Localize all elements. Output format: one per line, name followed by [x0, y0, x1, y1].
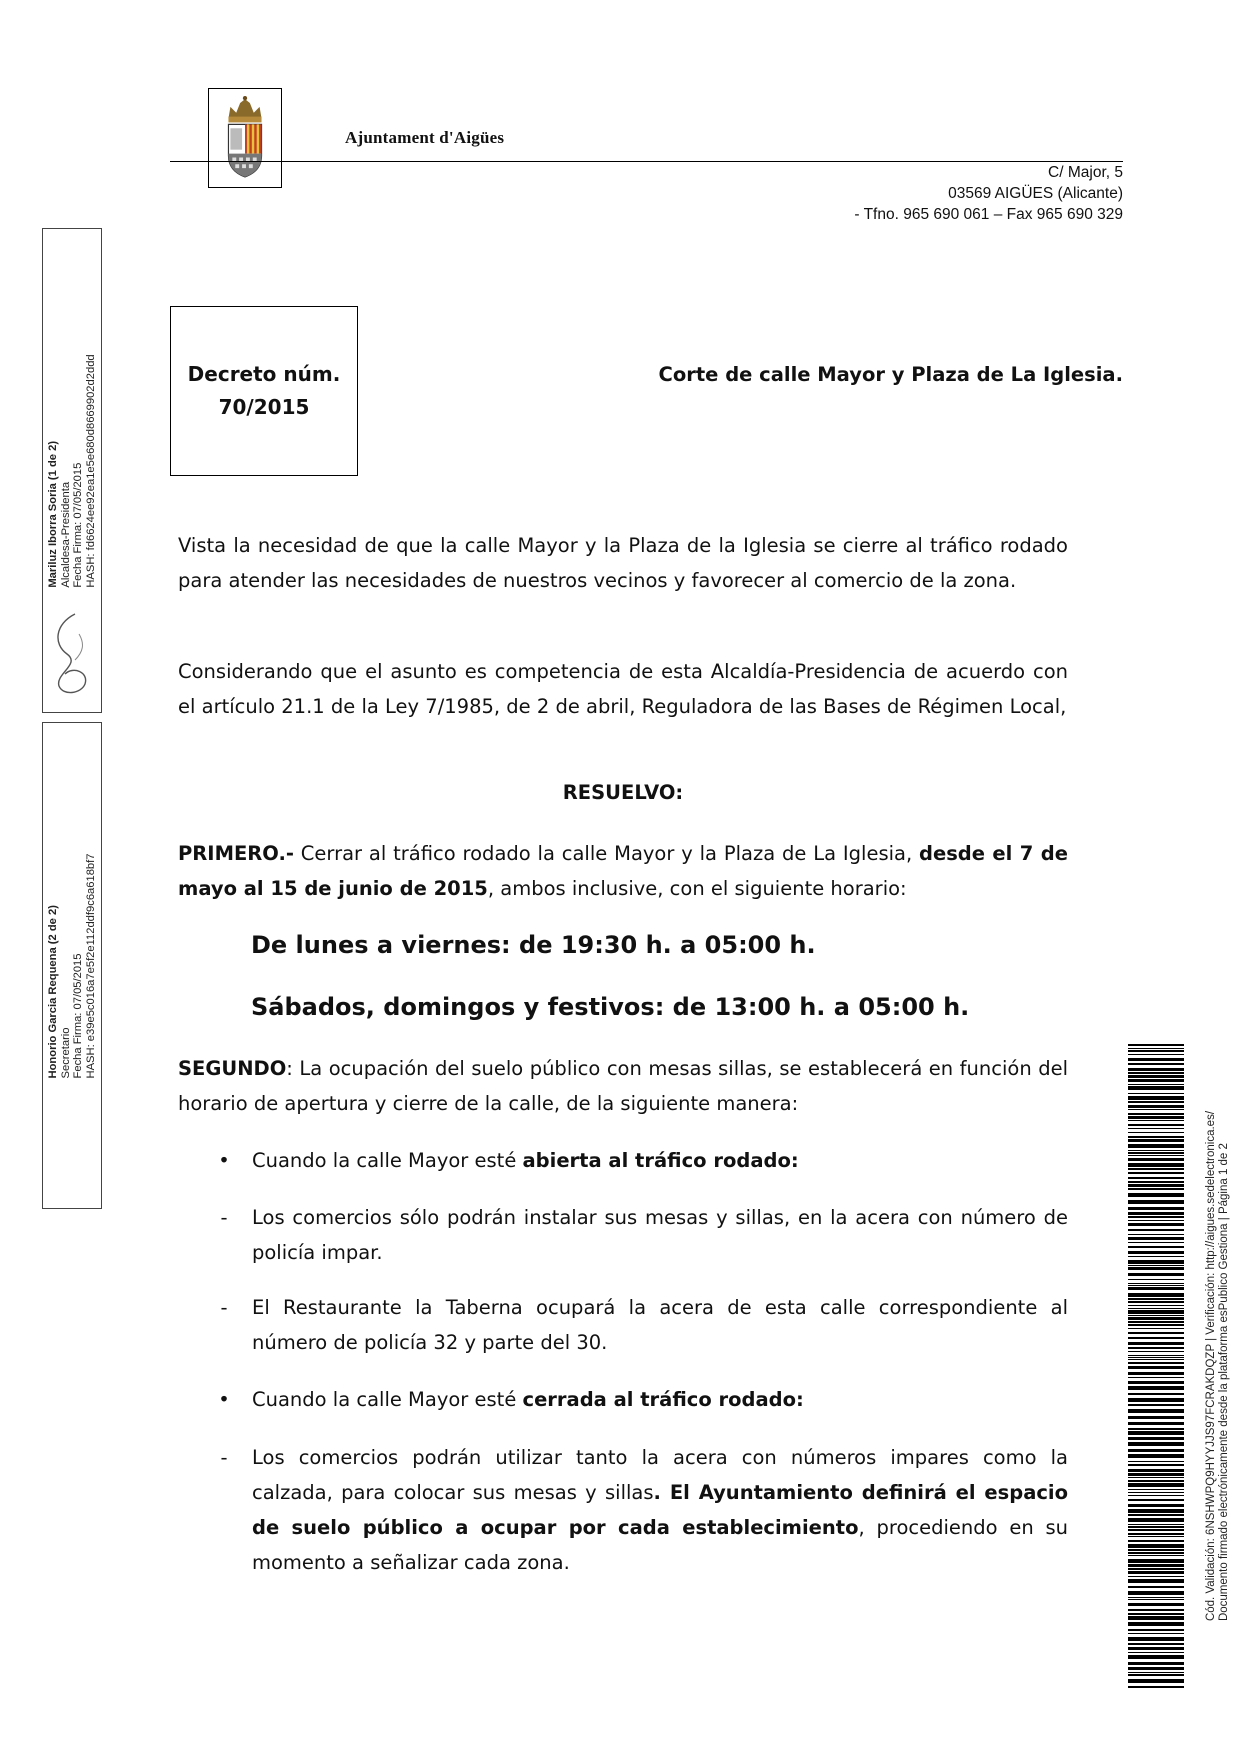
barcode-bar — [1128, 1464, 1184, 1466]
barcode-bar — [1128, 1163, 1184, 1167]
barcode-bar — [1128, 1321, 1184, 1323]
barcode-bar — [1128, 1150, 1184, 1151]
barcode-bar — [1128, 1265, 1184, 1266]
barcode-bar — [1128, 1096, 1184, 1100]
schedule-weekdays: De lunes a viernes: de 19:30 h. a 05:00 h. — [251, 931, 816, 959]
barcode-bar — [1128, 1072, 1184, 1074]
barcode-bar — [1128, 1093, 1184, 1094]
barcode-bar — [1128, 1568, 1184, 1570]
barcode-bar — [1128, 1305, 1184, 1306]
barcode-bar — [1128, 1050, 1184, 1052]
barcode-bar — [1128, 1293, 1184, 1297]
barcode-bar — [1128, 1492, 1184, 1493]
barcode-bar — [1128, 1643, 1184, 1645]
barcode-bar — [1128, 1609, 1184, 1611]
primero-dates: desde el 7 de mayo al 15 de junio de 2015 — [178, 842, 1068, 900]
barcode-bar — [1128, 1188, 1184, 1190]
barcode-bar — [1128, 1555, 1184, 1556]
list-item — [178, 1290, 1068, 1360]
barcode-bar — [1128, 1533, 1184, 1535]
decree-subject: Corte de calle Mayor y Plaza de La Iglesia. — [658, 363, 1123, 386]
signature-box-secretary — [42, 722, 102, 1209]
primero-text: Cerrar al tráfico rodado la calle Mayor y la Plaza de La Iglesia, — [293, 842, 920, 865]
barcode-bar — [1128, 1058, 1184, 1061]
barcode-bar — [1128, 1667, 1184, 1670]
list-item-text: Cuando la calle Mayor esté abierta al tráfico rodado: — [252, 1149, 799, 1172]
barcode-bar — [1128, 1489, 1184, 1490]
list-item-text: Cuando la calle Mayor esté cerrada al tráfico rodado: — [252, 1388, 804, 1411]
barcode-bar — [1128, 1622, 1184, 1626]
barcode-bar — [1128, 1393, 1184, 1395]
barcode-bar — [1128, 1442, 1184, 1446]
barcode-bar — [1128, 1168, 1184, 1170]
barcode-bar — [1128, 1234, 1184, 1235]
validation-footer — [1205, 1111, 1231, 1621]
signer-role: Secretario — [59, 1026, 72, 1078]
barcode-bar — [1128, 1357, 1184, 1358]
barcode-bar — [1128, 1359, 1184, 1360]
primero-text-end: , ambos inclusive, con el siguiente horario: — [487, 877, 907, 900]
decree-number: 70/2015 — [218, 395, 310, 419]
barcode-bar — [1128, 1132, 1184, 1133]
validation-platform: Documento firmado electrónicamente desde la plataforma esPublico Gestiona | Página 1 de 2 — [1218, 1143, 1230, 1622]
barcode-bar — [1128, 1559, 1184, 1563]
barcode-bar — [1128, 1509, 1184, 1513]
barcode-bar — [1128, 1063, 1184, 1065]
barcode-bar — [1128, 1184, 1184, 1187]
barcode-bar — [1128, 1193, 1184, 1197]
barcode-bar — [1128, 1613, 1184, 1615]
list-item — [178, 1143, 1068, 1178]
barcode-bar — [1128, 1347, 1184, 1349]
barcode-bar — [1128, 1633, 1184, 1634]
address-line: C/ Major, 5 — [1048, 164, 1123, 181]
list-item — [178, 1200, 1068, 1270]
decree-number-box — [170, 306, 358, 476]
barcode-bar — [1128, 1256, 1184, 1257]
barcode-bar — [1128, 1251, 1184, 1254]
barcode-bar — [1128, 1571, 1184, 1574]
barcode-bar — [1128, 1273, 1184, 1276]
barcode-bar — [1128, 1362, 1184, 1364]
address-line: 03569 AIGÜES (Alicante) — [948, 185, 1123, 202]
barcode-bar — [1128, 1514, 1184, 1516]
barcode-bar — [1128, 1212, 1184, 1215]
barcode-bar — [1128, 1662, 1184, 1665]
barcode-bar — [1128, 1386, 1184, 1390]
barcode-bar — [1128, 1549, 1184, 1551]
barcode-bar — [1128, 1200, 1184, 1204]
signature-details — [47, 853, 97, 1078]
barcode-bar — [1128, 1536, 1184, 1537]
resolution-heading: RESUELVO: — [562, 781, 684, 804]
bullet-icon: • — [218, 1388, 230, 1411]
barcode-bar — [1128, 1469, 1184, 1472]
barcode-bar — [1128, 1454, 1184, 1458]
barcode-bar — [1128, 1144, 1184, 1148]
barcode-bar — [1128, 1552, 1184, 1554]
dash-icon: - — [220, 1446, 228, 1469]
barcode-bar — [1128, 1504, 1184, 1507]
barcode-bar — [1128, 1366, 1184, 1369]
barcode-bar — [1128, 1647, 1184, 1650]
dash-icon: - — [220, 1206, 228, 1229]
barcode-bar — [1128, 1679, 1184, 1683]
barcode-bar — [1128, 1473, 1184, 1476]
signature-box-mayor — [42, 228, 102, 713]
barcode-bar — [1128, 1207, 1184, 1210]
barcode-bar — [1128, 1409, 1184, 1413]
address-line: - Tfno. 965 690 061 – Fax 965 690 329 — [854, 206, 1123, 223]
barcode-bar — [1128, 1177, 1184, 1179]
barcode-bar — [1128, 1652, 1184, 1653]
barcode-bar — [1128, 1229, 1184, 1231]
list-item — [178, 1440, 1068, 1580]
barcode-bar — [1128, 1283, 1184, 1284]
list-item-text: El Restaurante la Taberna ocupará la acera de esta calle correspondiente al número de policía 32 y parte del 30. — [252, 1296, 1068, 1354]
barcode-bar — [1128, 1404, 1184, 1406]
barcode-bar — [1128, 1686, 1184, 1688]
barcode-bar — [1128, 1105, 1184, 1108]
signature-date: Fecha Firma: 07/05/2015 — [72, 952, 84, 1078]
barcode-bar — [1128, 1495, 1184, 1496]
decree-label: Decreto núm. — [187, 362, 341, 386]
barcode-bar — [1128, 1377, 1184, 1378]
barcode-bar — [1128, 1324, 1184, 1326]
list-item-text: Los comercios podrán utilizar tanto la acera con números impares como la calzada, para colocar sus mesas y sillas. El Ayuntamiento definirá el espacio de suelo público a ocupar por cada establecimiento, procediendo en su momento a señalizar cada zona. — [252, 1446, 1069, 1574]
barcode-bar — [1128, 1287, 1184, 1290]
barcode-bar — [1128, 1416, 1184, 1419]
barcode-bar — [1128, 1136, 1184, 1138]
barcode-bar — [1128, 1428, 1184, 1430]
barcode-bar — [1128, 1524, 1184, 1525]
barcode-bar — [1128, 1084, 1184, 1085]
barcode-bar — [1128, 1044, 1184, 1046]
barcode-bar — [1128, 1483, 1184, 1487]
segundo-label: SEGUNDO — [178, 1057, 287, 1080]
organization-address — [854, 162, 1123, 225]
barcode-bar — [1128, 1499, 1184, 1501]
barcode-bar — [1128, 1124, 1184, 1126]
barcode-bar — [1128, 1172, 1184, 1174]
barcode-bar — [1128, 1310, 1184, 1314]
barcode-bar — [1128, 1246, 1184, 1248]
barcode-bar — [1128, 1260, 1184, 1264]
barcode-bar — [1128, 1599, 1184, 1600]
barcode-bar — [1128, 1518, 1184, 1522]
barcode-bar — [1128, 1109, 1184, 1110]
barcode-bar — [1128, 1328, 1184, 1329]
barcode-bar — [1128, 1158, 1184, 1161]
paragraph-motivation: Vista la necesidad de que la calle Mayor y la Plaza de la Iglesia se cierre al tráfico rodado para atender las necesidades de nuestros vecinos y favorecer al comercio de la zona. — [178, 534, 1068, 592]
barcode-bar — [1128, 1181, 1184, 1183]
barcode-bar — [1128, 1637, 1184, 1641]
barcode-bar — [1128, 1068, 1184, 1071]
barcode-bar — [1128, 1431, 1184, 1435]
paragraph-primero — [178, 836, 1068, 906]
signature-date: Fecha Firma: 07/05/2015 — [72, 462, 84, 588]
barcode-bar — [1128, 1449, 1184, 1452]
barcode-bar — [1128, 1079, 1184, 1082]
barcode-bar — [1128, 1267, 1184, 1270]
validation-code: Cód. Validación: 6NSHWPQ9HYYJJS97FCRAKDQZP | Verificación: http://aigues.sedelectronica.es/ — [1205, 1110, 1217, 1622]
barcode-bar — [1128, 1529, 1184, 1531]
barcode-bar — [1128, 1298, 1184, 1300]
barcode-bar — [1128, 1301, 1184, 1303]
barcode-bar — [1128, 1216, 1184, 1218]
barcode-bar — [1128, 1381, 1184, 1384]
barcode-bar — [1128, 1674, 1184, 1676]
barcode-bar — [1128, 1355, 1184, 1356]
barcode-bar — [1128, 1672, 1184, 1673]
barcode-bar — [1128, 1139, 1184, 1142]
barcode-bar — [1128, 1128, 1184, 1129]
barcode-bar — [1128, 1526, 1184, 1528]
barcode-bar — [1128, 1616, 1184, 1620]
signer-name: Honorio Garcia Requena (2 de 2) — [47, 904, 59, 1078]
barcode-bar — [1128, 1337, 1184, 1339]
barcode-bar — [1128, 1242, 1184, 1243]
paragraph-competence: Considerando que el asunto es competencia de esta Alcaldía-Presidencia de acuerdo con el artículo 21.1 de la Ley 7/1985, de 2 de abril, Reguladora de las Bases de Régimen Local, — [178, 660, 1068, 718]
barcode-bar — [1128, 1540, 1184, 1542]
barcode-bar — [1128, 1591, 1184, 1595]
signature-hash: HASH: e39e5c016a7e5f2e112ddf9c6a618bf7 — [84, 853, 97, 1078]
barcode-bar — [1128, 1579, 1184, 1583]
barcode-bar — [1128, 1342, 1184, 1345]
signer-name: Mariluz Iborra Soria (1 de 2) — [47, 440, 59, 588]
segundo-text: : La ocupación del suelo público con mesas sillas, se establecerá en función del horario de apertura y cierre de la calle, de la siguiente manera: — [178, 1057, 1068, 1115]
barcode-bar — [1128, 1054, 1184, 1055]
signature-hash: HASH: fd6624ee92ea1e5e680d8669902d2ddd — [84, 353, 97, 588]
list-item-text: Los comercios sólo podrán instalar sus mesas y sillas, en la acera con número de policía impar. — [252, 1206, 1068, 1264]
barcode-bar — [1128, 1332, 1184, 1334]
barcode-bar — [1128, 1048, 1184, 1049]
barcode-bar — [1128, 1544, 1184, 1548]
coat-of-arms-icon — [209, 89, 281, 187]
barcode-bar — [1128, 1586, 1184, 1588]
barcode-bar — [1128, 1101, 1184, 1103]
signature-details — [47, 354, 97, 587]
validation-barcode-icon — [1128, 1044, 1184, 1688]
barcode-bar — [1128, 1597, 1184, 1598]
barcode-bar — [1128, 1629, 1184, 1631]
barcode-bar — [1128, 1477, 1184, 1478]
handwritten-signature-icon — [45, 604, 99, 704]
barcode-bar — [1128, 1113, 1184, 1115]
barcode-bar — [1128, 1315, 1184, 1316]
barcode-bar — [1128, 1285, 1184, 1286]
barcode-bar — [1128, 1120, 1184, 1121]
barcode-bar — [1128, 1237, 1184, 1240]
bullet-icon: • — [218, 1149, 230, 1172]
barcode-bar — [1128, 1075, 1184, 1078]
municipal-coat-of-arms — [208, 88, 282, 188]
barcode-bar — [1128, 1372, 1184, 1375]
barcode-bar — [1128, 1223, 1184, 1226]
barcode-bar — [1128, 1220, 1184, 1221]
barcode-bar — [1128, 1655, 1184, 1659]
dash-icon: - — [220, 1296, 228, 1319]
barcode-bar — [1128, 1086, 1184, 1090]
barcode-bar — [1128, 1116, 1184, 1119]
barcode-bar — [1128, 1317, 1184, 1320]
barcode-bar — [1128, 1564, 1184, 1567]
barcode-bar — [1128, 1603, 1184, 1606]
barcode-bar — [1128, 1437, 1184, 1440]
barcode-bar — [1128, 1155, 1184, 1156]
barcode-bar — [1128, 1461, 1184, 1462]
barcode-bar — [1128, 1279, 1184, 1280]
barcode-bar — [1128, 1152, 1184, 1154]
organization-name: Ajuntament d'Aigües — [345, 128, 505, 147]
signer-role: Alcaldesa-Presidenta — [59, 481, 72, 588]
barcode-bar — [1128, 1480, 1184, 1482]
paragraph-segundo — [178, 1051, 1068, 1121]
barcode-bar — [1128, 1398, 1184, 1402]
list-item — [178, 1382, 1068, 1417]
barcode-bar — [1128, 1422, 1184, 1425]
barcode-bar — [1128, 1576, 1184, 1577]
barcode-bar — [1128, 1308, 1184, 1309]
schedule-weekends: Sábados, domingos y festivos: de 13:00 h. a 05:00 h. — [251, 993, 970, 1021]
barcode-bar — [1128, 1351, 1184, 1352]
primero-label: PRIMERO.- — [178, 842, 294, 865]
